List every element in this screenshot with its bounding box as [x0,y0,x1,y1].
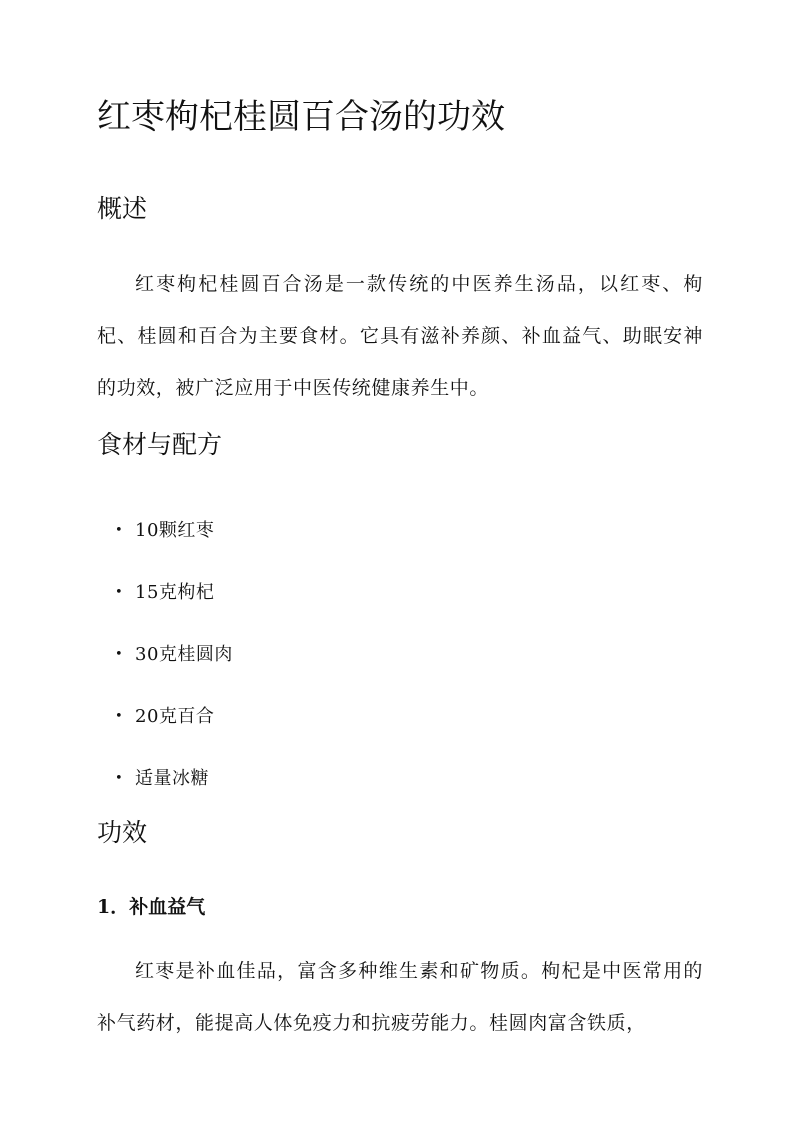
ingredients-heading: 食材与配方 [97,430,223,459]
overview-paragraph: 红枣枸杞桂圆百合汤是一款传统的中医养生汤品，以红枣、枸杞、桂圆和百合为主要食材。它具有滋补养颜、补血益气、助眠安神的功效，被广泛应用于中医传统健康养生中。 [97,273,703,399]
effects-heading: 功效 [97,818,148,847]
bullet-icon: • [115,523,123,538]
list-item [115,562,233,624]
effect-section-paragraph: 红枣是补血佳品，富含多种维生素和矿物质。枸杞是中医常用的补气药材，能提高人体免疫力和抗疲劳能力。桂圆肉富含铁质， [97,960,703,1034]
ingredients-list [115,500,233,810]
ingredient-text: 15克枸杞 [135,582,215,603]
overview-heading: 概述 [97,194,148,223]
ingredient-text: 20克百合 [135,706,215,727]
list-item [115,500,233,562]
ingredient-text: 10颗红枣 [135,520,215,541]
list-item [115,748,233,810]
bullet-icon: • [115,709,123,724]
list-item [115,686,233,748]
effect-section-heading: 1．补血益气 [97,896,206,918]
bullet-icon: • [115,647,123,662]
ingredient-text: 适量冰糖 [135,768,209,789]
bullet-icon: • [115,771,123,786]
list-item [115,624,233,686]
bullet-icon: • [115,585,123,600]
document-title: 红枣枸杞桂圆百合汤的功效 [97,97,505,137]
ingredient-text: 30克桂圆肉 [135,644,233,665]
